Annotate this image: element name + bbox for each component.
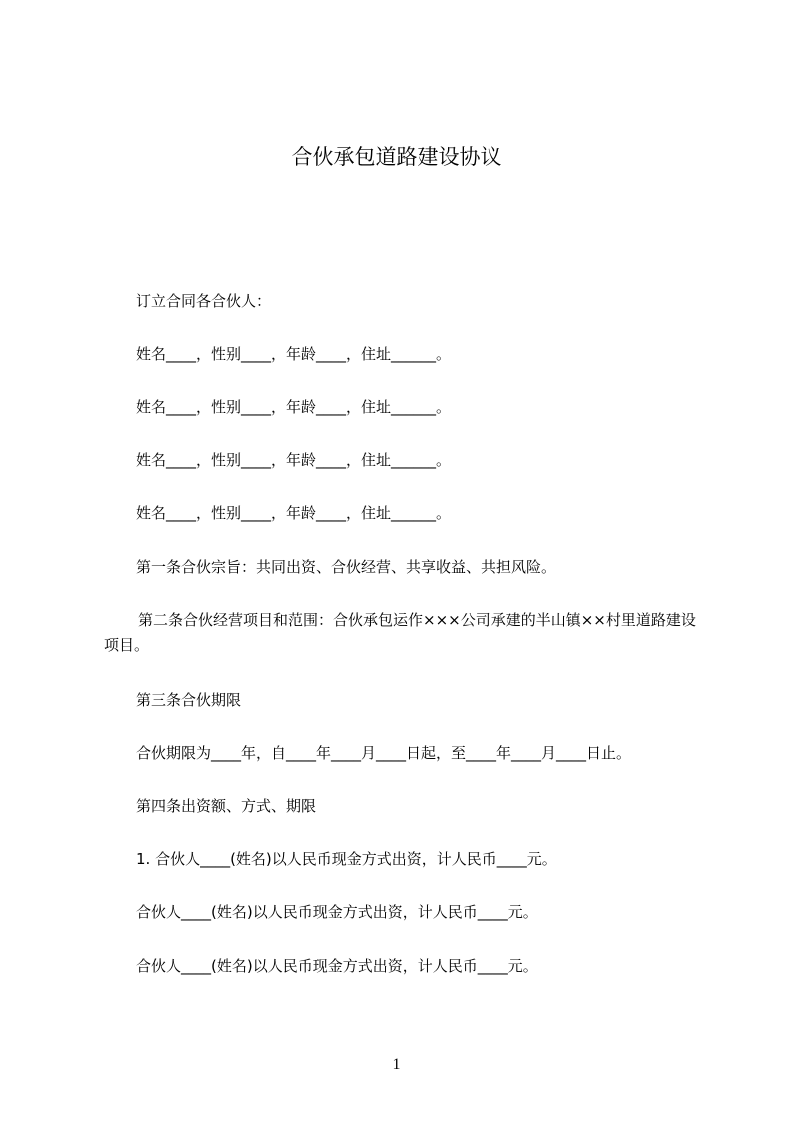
paragraph-partner-4: 姓名____，性别____，年龄____，住址______。 [136, 504, 452, 522]
paragraph-article-2: 第二条合伙经营项目和范围：合伙承包运作×××公司承建的半山镇××村里道路建设项目。 [104, 611, 696, 654]
paragraph-contribution-3: 合伙人____(姓名)以人民币现金方式出资，计人民币____元。 [136, 957, 538, 975]
paragraph-partner-1: 姓名____，性别____，年龄____，住址______。 [136, 345, 452, 363]
paragraph-article-4-heading: 第四条出资额、方式、期限 [136, 797, 317, 815]
paragraph-contribution-2: 合伙人____(姓名)以人民币现金方式出资，计人民币____元。 [136, 903, 538, 921]
paragraph-partner-3: 姓名____，性别____，年龄____，住址______。 [136, 451, 452, 469]
page-number: 1 [392, 1056, 401, 1073]
paragraph-article-3-heading: 第三条合伙期限 [136, 691, 242, 709]
paragraph-parties-intro: 订立合同各合伙人： [136, 292, 272, 310]
paragraph-term: 合伙期限为____年，自____年____月____日起，至____年____月____日止。 [136, 744, 632, 762]
document-title: 合伙承包道路建设协议 [291, 145, 502, 169]
paragraph-partner-2: 姓名____，性别____，年龄____，住址______。 [136, 398, 452, 416]
paragraph-article-1: 第一条合伙宗旨：共同出资、合伙经营、共享收益、共担风险。 [136, 558, 557, 576]
paragraph-contribution-1: 1. 合伙人____(姓名)以人民币现金方式出资，计人民币____元。 [136, 850, 557, 868]
